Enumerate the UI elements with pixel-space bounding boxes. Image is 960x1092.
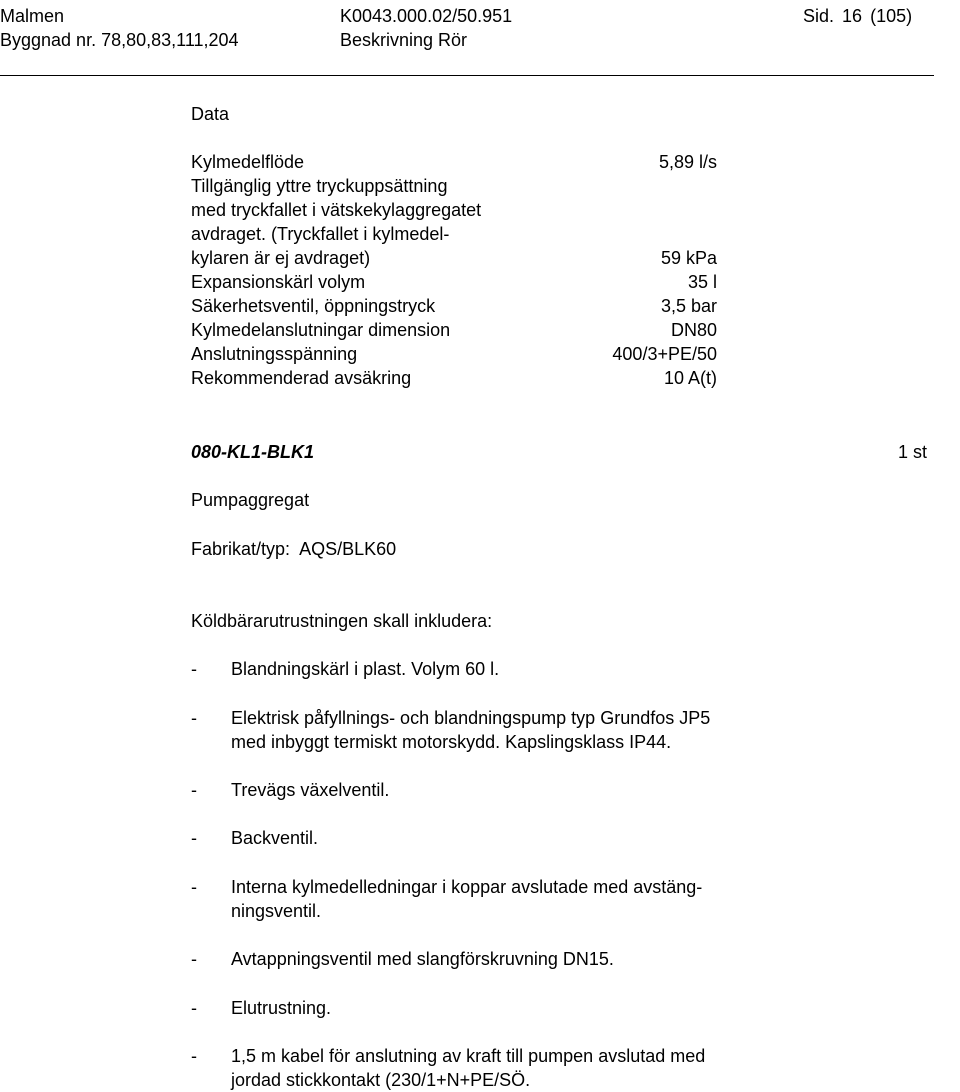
- list-dash: -: [191, 659, 197, 679]
- label-line: Rekommenderad avsäkring: [191, 368, 412, 388]
- item-line: Trevägs växelventil.: [231, 780, 390, 800]
- label-line: Anslutningsspänning: [191, 344, 358, 364]
- list-dash: -: [191, 1046, 197, 1066]
- data-heading: Data: [191, 104, 230, 124]
- label-line: kylaren är ej avdraget): [191, 248, 371, 268]
- list-dash: -: [191, 780, 197, 800]
- list-dash: -: [191, 708, 197, 728]
- item-line: Backventil.: [231, 828, 319, 848]
- header-project: Malmen: [0, 6, 65, 26]
- label-line: Kylmedelanslutningar dimension: [191, 320, 451, 340]
- label-line: Kylmedelflöde: [191, 152, 305, 172]
- value-flow: 5,89 l/s: [658, 152, 717, 172]
- includes-heading: Köldbärarutrustningen skall inkludera:: [191, 611, 493, 631]
- item-line: Interna kylmedelledningar i koppar avslutade med avstäng-: [231, 877, 703, 897]
- product-quantity: 1 st: [898, 442, 928, 462]
- header-rule: [0, 75, 934, 76]
- product-name: Pumpaggregat: [191, 490, 310, 510]
- header-document-title: Beskrivning Rör: [340, 30, 468, 50]
- item-line: Avtappningsventil med slangförskruvning DN15.: [231, 949, 614, 969]
- item-line: Elutrustning.: [231, 998, 332, 1018]
- label-line: avdraget. (Tryckfallet i kylmedel-: [191, 224, 450, 244]
- product-type: [191, 537, 396, 561]
- header-page: [803, 4, 912, 28]
- value-fuse: 10 A(t): [663, 368, 717, 388]
- list-dash: -: [191, 828, 197, 848]
- type-label: Fabrikat/typ:: [191, 539, 291, 559]
- value-pressure: 59 kPa: [660, 248, 717, 268]
- header-document-code: K0043.000.02/50.951: [340, 6, 513, 26]
- type-value: AQS/BLK60: [299, 539, 397, 559]
- value-dimension: DN80: [670, 320, 717, 340]
- label-line: Expansionskärl volym: [191, 272, 366, 292]
- header-building: Byggnad nr. 78,80,83,111,204: [0, 30, 239, 50]
- label-line: Säkerhetsventil, öppningstryck: [191, 296, 436, 316]
- label-line: Tillgänglig yttre tryckuppsättning: [191, 176, 448, 196]
- value-voltage: 400/3+PE/50: [612, 344, 717, 364]
- page-number: 16: [842, 6, 863, 26]
- page-label: Sid.: [803, 6, 835, 26]
- value-safety-valve: 3,5 bar: [660, 296, 717, 316]
- item-line: Elektrisk påfyllnings- och blandningspump typ Grundfos JP5: [231, 708, 711, 728]
- list-dash: -: [191, 949, 197, 969]
- page-total: (105): [870, 6, 913, 26]
- label-line: med tryckfallet i vätskekylaggregatet: [191, 200, 482, 220]
- list-dash: -: [191, 998, 197, 1018]
- item-line: ningsventil.: [231, 901, 322, 921]
- data-labels: [191, 150, 481, 390]
- list-dash: -: [191, 877, 197, 897]
- item-line: Blandningskärl i plast. Volym 60 l.: [231, 659, 500, 679]
- value-expansion-volume: 35 l: [687, 272, 717, 292]
- item-line: 1,5 m kabel för anslutning av kraft till pumpen avslutad med: [231, 1046, 706, 1066]
- item-line: jordad stickkontakt (230/1+N+PE/SÖ.: [231, 1070, 531, 1090]
- product-code: 080-KL1-BLK1: [191, 442, 315, 462]
- item-line: med inbyggt termiskt motorskydd. Kapslingsklass IP44.: [231, 732, 672, 752]
